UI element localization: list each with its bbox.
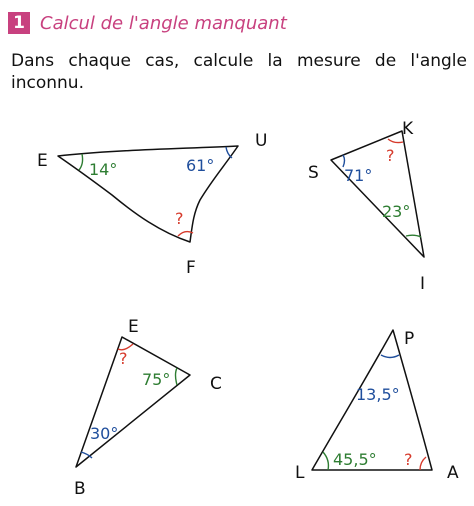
- vertex-label-f: F: [186, 258, 196, 278]
- vertex-label-i: I: [420, 274, 426, 294]
- angle-i-value: 23°: [382, 202, 411, 221]
- exercise-number-badge: 1: [8, 12, 30, 34]
- exercise-instruction: Dans chaque cas, calcule la mesure de l'angle inconnu.: [11, 51, 467, 93]
- angle-e-value: ?: [119, 349, 128, 368]
- angle-a-value: ?: [404, 450, 413, 469]
- angle-p-value: 13,5°: [356, 385, 400, 404]
- angle-i-arc: [406, 235, 421, 237]
- vertex-label-p: P: [404, 329, 415, 349]
- vertex-label-e: E: [37, 151, 48, 171]
- angle-s-value: 71°: [344, 166, 373, 185]
- angle-k-value: ?: [386, 146, 395, 165]
- vertex-label-a: A: [447, 463, 459, 483]
- angle-l-arc: [323, 452, 328, 470]
- triangle-ksi-outline: [331, 131, 424, 257]
- angle-e-value: 14°: [89, 160, 118, 179]
- vertex-label-u: U: [255, 131, 268, 151]
- angle-a-arc: [420, 457, 426, 470]
- angle-u-value: 61°: [186, 156, 215, 175]
- vertex-label-e: E: [128, 317, 139, 337]
- angle-e-arc: [79, 154, 83, 170]
- angle-c-value: 75°: [142, 370, 171, 389]
- angle-f-value: ?: [175, 209, 184, 228]
- vertex-label-b: B: [74, 479, 86, 499]
- vertex-label-s: S: [308, 163, 319, 183]
- vertex-label-k: K: [402, 119, 414, 139]
- angle-c-arc: [176, 368, 178, 385]
- triangle-ksi: [308, 119, 425, 294]
- exercise-title: Calcul de l'angle manquant: [40, 12, 287, 34]
- angle-k-arc: [388, 139, 403, 143]
- triangle-ecb: [74, 317, 222, 499]
- angle-l-value: 45,5°: [333, 450, 377, 469]
- triangle-ecb-outline: [76, 337, 190, 467]
- angle-p-arc: [381, 355, 399, 358]
- triangle-pla: [295, 329, 459, 483]
- triangle-euf: [37, 131, 267, 278]
- vertex-label-c: C: [210, 374, 222, 394]
- vertex-label-l: L: [295, 463, 305, 483]
- angle-u-arc: [226, 147, 232, 158]
- angle-b-value: 30°: [90, 424, 119, 443]
